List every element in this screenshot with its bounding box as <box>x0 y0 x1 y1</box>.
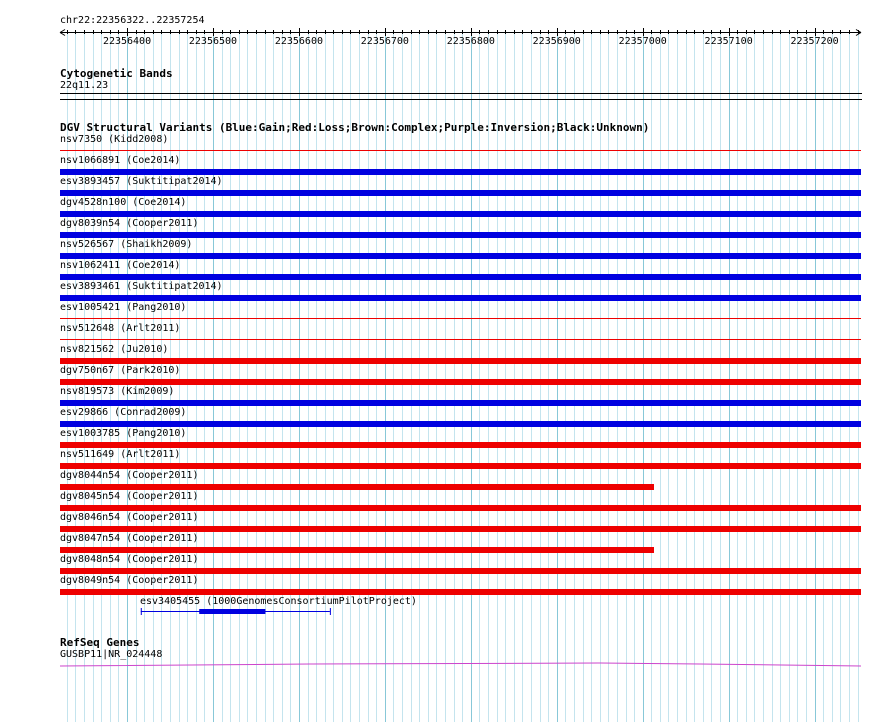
dgv-variant-bar[interactable] <box>60 358 861 364</box>
dgv-variant-label[interactable]: esv3893461 (Suktitipat2014) <box>60 281 223 292</box>
ruler-tick-label: 22356600 <box>274 36 324 47</box>
dgv-variant-bar[interactable] <box>60 274 861 280</box>
ruler-tick-label: 22357100 <box>704 36 753 47</box>
refseq-gene-feature[interactable] <box>0 658 890 670</box>
dgv-variant-bar[interactable] <box>60 589 861 595</box>
dgv-variant-label[interactable]: dgv750n67 (Park2010) <box>60 365 181 376</box>
ruler-tick-label: 22356700 <box>360 36 409 47</box>
dgv-variant-label[interactable]: dgv8048n54 (Cooper2011) <box>60 554 199 565</box>
dgv-variant-bar[interactable] <box>60 421 861 427</box>
dgv-variant-label[interactable]: esv1003785 (Pang2010) <box>60 428 187 439</box>
dgv-variant-bar[interactable] <box>60 463 861 469</box>
ruler-tick-label: 22356400 <box>102 36 152 47</box>
refseq-track-title: RefSeq Genes <box>60 636 140 649</box>
dgv-variant-label[interactable]: nsv821562 (Ju2010) <box>60 344 169 355</box>
dgv-variant-bar[interactable] <box>60 400 861 406</box>
dgv-variant-label[interactable]: esv29866 (Conrad2009) <box>60 407 187 418</box>
dgv-variant-bar[interactable] <box>60 253 861 259</box>
dgv-variant-label[interactable]: dgv8039n54 (Cooper2011) <box>60 218 199 229</box>
dgv-variant-bar[interactable] <box>60 339 861 340</box>
refseq-gene-label[interactable]: GUSBP11|NR_024448 <box>60 649 163 660</box>
dgv-variant-label[interactable]: dgv8047n54 (Cooper2011) <box>60 533 199 544</box>
dgv-variant-bar[interactable] <box>60 150 861 151</box>
dgv-variant-label[interactable]: esv3893457 (Suktitipat2014) <box>60 176 223 187</box>
ruler-tick-label: 22356500 <box>188 36 238 47</box>
dgv-variant-label[interactable]: dgv8044n54 (Cooper2011) <box>60 470 199 481</box>
pilot-variant-block <box>199 609 265 614</box>
region-label: chr22:22356322..22357254 <box>60 15 205 26</box>
dgv-variant-label[interactable]: nsv512648 (Arlt2011) <box>60 323 181 334</box>
dgv-variant-label[interactable]: nsv1062411 (Coe2014) <box>60 260 181 271</box>
dgv-variant-label[interactable]: dgv8045n54 (Cooper2011) <box>60 491 199 502</box>
dgv-variant-label[interactable]: dgv4528n100 (Coe2014) <box>60 197 187 208</box>
refseq-gene-line <box>60 663 861 666</box>
cytoband-line-bottom <box>60 99 862 100</box>
dgv-track-title: DGV Structural Variants (Blue:Gain;Red:Loss;Brown:Complex;Purple:Inversion;Black:Unknown) <box>60 121 650 134</box>
dgv-variant-label[interactable]: esv1005421 (Pang2010) <box>60 302 187 313</box>
ruler-tick-label: 22357000 <box>618 36 667 47</box>
dgv-variant-label[interactable]: dgv8046n54 (Cooper2011) <box>60 512 199 523</box>
dgv-variant-bar[interactable] <box>60 505 861 511</box>
cytoband-track-title: Cytogenetic Bands <box>60 67 173 80</box>
dgv-variant-bar[interactable] <box>60 442 861 448</box>
dgv-variant-bar[interactable] <box>60 547 654 553</box>
dgv-variant-bar[interactable] <box>60 379 861 385</box>
dgv-variant-label[interactable]: nsv526567 (Shaikh2009) <box>60 239 193 250</box>
dgv-variant-label[interactable]: nsv819573 (Kim2009) <box>60 386 175 397</box>
dgv-variant-bar[interactable] <box>60 568 861 574</box>
dgv-variant-label[interactable]: nsv7350 (Kidd2008) <box>60 134 169 145</box>
pilot-variant-label[interactable]: esv3405455 (1000GenomesConsortiumPilotProject) <box>140 596 417 607</box>
dgv-variant-label[interactable]: nsv511649 (Arlt2011) <box>60 449 181 460</box>
dgv-variant-bar[interactable] <box>60 169 861 175</box>
ruler-tick-label: 22356800 <box>446 36 495 47</box>
dgv-variant-bar[interactable] <box>60 190 861 196</box>
pilot-variant-feature[interactable] <box>0 606 890 618</box>
dgv-variant-label[interactable]: dgv8049n54 (Cooper2011) <box>60 575 199 586</box>
dgv-variant-bar[interactable] <box>60 526 861 532</box>
dgv-variant-bar[interactable] <box>60 484 654 490</box>
ruler-tick-label: 22356900 <box>532 36 581 47</box>
dgv-variant-label[interactable]: nsv1066891 (Coe2014) <box>60 155 181 166</box>
dgv-variant-bar[interactable] <box>60 318 861 319</box>
ruler-tick-label: 22357200 <box>790 36 839 47</box>
cytoband-label[interactable]: 22q11.23 <box>60 80 109 91</box>
dgv-variant-bar[interactable] <box>60 211 861 217</box>
cytoband-line-top <box>60 93 862 94</box>
dgv-variant-bar[interactable] <box>60 295 861 301</box>
dgv-variant-bar[interactable] <box>60 232 861 238</box>
